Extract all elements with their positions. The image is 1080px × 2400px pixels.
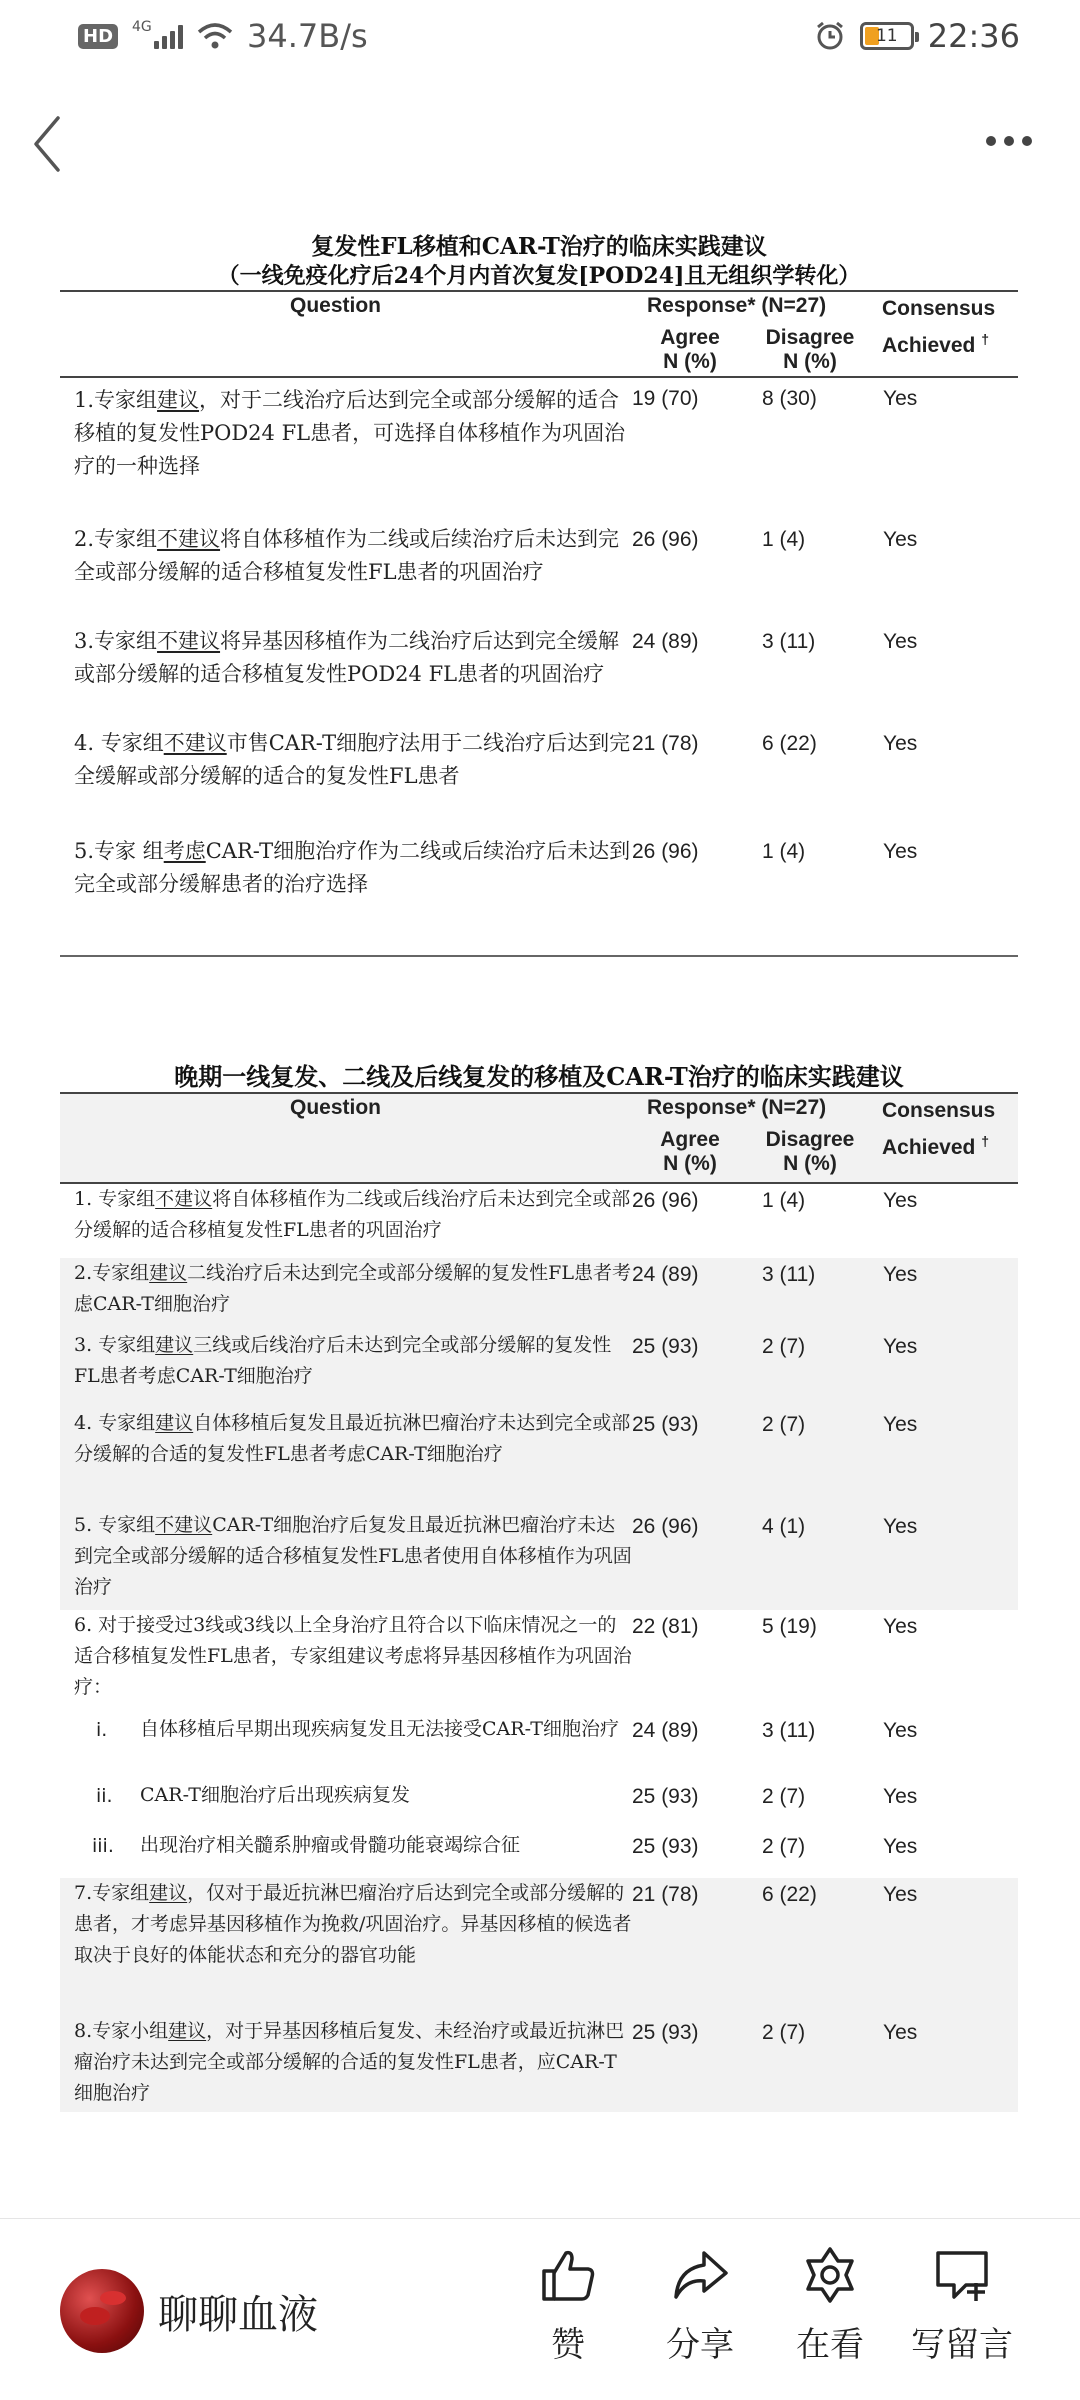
consensus-value: Yes xyxy=(883,1615,918,1638)
agree-value: 21 (78) xyxy=(632,1883,699,1906)
table-row xyxy=(60,1184,1018,1258)
disagree-value: 6 (22) xyxy=(762,732,817,755)
share-button[interactable] xyxy=(640,2245,760,2366)
sub-index: iii. xyxy=(92,1835,114,1857)
consensus-value: Yes xyxy=(883,1413,918,1436)
disagree-value: 2 (7) xyxy=(762,1335,806,1358)
sub-index: i. xyxy=(96,1719,108,1741)
bottom-action-bar xyxy=(0,2218,1080,2400)
agree-value: 25 (93) xyxy=(632,1413,699,1436)
disagree-value: 2 (7) xyxy=(762,1835,806,1858)
consensus-value: Yes xyxy=(883,387,918,410)
agree-value: 24 (89) xyxy=(632,1719,699,1742)
question-text: 2.专家组不建议将自体移植作为二线或后续治疗后未达到完全或部分缓解的适合移植复发性FL患者的巩固治疗 xyxy=(74,527,620,584)
top-nav xyxy=(0,100,1080,190)
agree-value: 26 (96) xyxy=(632,1515,699,1538)
agree-value: 26 (96) xyxy=(632,1189,699,1212)
consensus-value: Yes xyxy=(883,1719,918,1742)
table-row xyxy=(60,1330,1018,1408)
consensus-value: Yes xyxy=(883,1335,918,1358)
table-2-title: 晚期一线复发、二线及后线复发的移植及CAR-T治疗的临床实践建议 xyxy=(174,1062,904,1091)
consensus-value: Yes xyxy=(883,2021,918,2044)
table-row xyxy=(60,1610,1018,1714)
wow-button[interactable] xyxy=(770,2245,890,2366)
question-text: CAR-T细胞治疗后出现疾病复发 xyxy=(140,1784,410,1806)
agree-value: 22 (81) xyxy=(632,1615,699,1638)
table-row-sub xyxy=(60,1830,1018,1878)
agree-value: 25 (93) xyxy=(632,1785,699,1808)
disagree-value: 1 (4) xyxy=(762,528,806,551)
network-speed: 34.7B/s xyxy=(247,17,368,55)
question-text: 1. 专家组不建议将自体移植作为二线或后线治疗后未达到完全或部分缓解的适合移植复发性FL患者的巩固治疗 xyxy=(74,1188,631,1241)
more-options-icon[interactable] xyxy=(986,136,1032,146)
question-text: 1.专家组建议，对于二线治疗后达到完全或部分缓解的适合移植的复发性POD24 FL患者，可选择自体移植作为巩固治疗的一种选择 xyxy=(74,388,626,478)
question-text: 5.专家 组考虑CAR-T细胞治疗作为二线或后续治疗后未达到完全或部分缓解患者的治疗选择 xyxy=(74,839,631,896)
table-row xyxy=(60,835,1018,939)
disagree-value: 2 (7) xyxy=(762,1785,806,1808)
account-avatar[interactable] xyxy=(60,2269,144,2353)
sub-index: ii. xyxy=(96,1785,113,1807)
table-row-sub xyxy=(60,1714,1018,1780)
table-row xyxy=(60,1510,1018,1610)
agree-value: 21 (78) xyxy=(632,732,699,755)
consensus-value: Yes xyxy=(883,1785,918,1808)
hd-badge: HD xyxy=(78,24,118,49)
agree-value: 25 (93) xyxy=(632,1835,699,1858)
question-text: 2.专家组建议二线治疗后未达到完全或部分缓解的复发性FL患者考虑CAR-T细胞治疗 xyxy=(74,1262,631,1315)
consensus-value: Yes xyxy=(883,1835,918,1858)
disagree-value: 2 (7) xyxy=(762,2021,806,2044)
consensus-value: Yes xyxy=(883,1515,918,1538)
consensus-value: Yes xyxy=(883,840,918,863)
table-row xyxy=(60,378,1018,523)
agree-value: 24 (89) xyxy=(632,630,699,653)
disagree-value: 8 (30) xyxy=(762,387,817,410)
clock: 22:36 xyxy=(927,17,1020,55)
comment-label: 写留言 xyxy=(911,2325,1013,2365)
consensus-value: Yes xyxy=(883,732,918,755)
like-button[interactable] xyxy=(508,2245,628,2366)
table-row xyxy=(60,523,1018,625)
table-2-header xyxy=(60,1092,1018,1184)
share-label: 分享 xyxy=(666,2325,734,2365)
question-text: 3.专家组不建议将异基因移植作为二线治疗后达到完全缓解或部分缓解的适合移植复发性POD24 FL患者的巩固治疗 xyxy=(74,629,620,686)
header-question: Question xyxy=(290,294,382,317)
alarm-icon xyxy=(814,20,846,52)
status-bar xyxy=(0,0,1080,72)
consensus-value: Yes xyxy=(883,1189,918,1212)
question-text: 8.专家小组建议，对于异基因移植后复发、未经治疗或最近抗淋巴瘤治疗未达到完全或部分缓解的合适的复发性FL患者，应CAR-T细胞治疗 xyxy=(74,2020,625,2104)
agree-value: 25 (93) xyxy=(632,2021,699,2044)
disagree-value: 4 (1) xyxy=(762,1515,806,1538)
question-text: 4. 专家组不建议市售CAR-T细胞疗法用于二线治疗后达到完全缓解或部分缓解的适合的复发性FL患者 xyxy=(74,731,631,788)
disagree-value: 1 (4) xyxy=(762,1189,806,1212)
agree-value: 24 (89) xyxy=(632,1263,699,1286)
disagree-value: 3 (11) xyxy=(762,1263,816,1286)
account-name[interactable]: 聊聊血液 xyxy=(158,2292,318,2338)
like-label: 赞 xyxy=(551,2325,585,2365)
question-text: 5. 专家组不建议CAR-T细胞治疗后复发且最近抗淋巴瘤治疗未达到完全或部分缓解的适合移植复发性FL患者使用自体移植作为巩固治疗 xyxy=(74,1514,632,1598)
question-text: 7.专家组建议，仅对于最近抗淋巴瘤治疗后达到完全或部分缓解的患者，才考虑异基因移植作为挽救/巩固治疗。异基因移植的候选者取决于良好的体能状态和充分的器官功能 xyxy=(74,1882,632,1966)
header-agree: Agree N (%) xyxy=(660,326,720,373)
back-arrow-icon[interactable] xyxy=(28,114,68,174)
consensus-value: Yes xyxy=(883,528,918,551)
table-row-sub xyxy=(60,1780,1018,1830)
wifi-icon xyxy=(197,22,233,50)
disagree-value: 3 (11) xyxy=(762,630,816,653)
comment-icon xyxy=(932,2245,992,2305)
header-disagree: Disagree N (%) xyxy=(765,326,855,373)
battery-level: 11 xyxy=(875,26,898,46)
consensus-value: Yes xyxy=(883,630,918,653)
comment-button[interactable] xyxy=(902,2245,1022,2366)
disagree-value: 1 (4) xyxy=(762,840,806,863)
question-text: 4. 专家组建议自体移植后复发且最近抗淋巴瘤治疗未达到完全或部分缓解的合适的复发性FL患者考虑CAR-T细胞治疗 xyxy=(74,1412,631,1465)
consensus-value: Yes xyxy=(883,1883,918,1906)
header-consensus: Consensus Achieved † xyxy=(882,297,996,357)
table-1-subtitle: （一线免疫化疗后24个月内首次复发[POD24]且无组织学转化） xyxy=(217,263,861,289)
disagree-value: 5 (19) xyxy=(762,1615,817,1638)
table-1-bottom-rule xyxy=(60,955,1018,957)
question-text: 自体移植后早期出现疾病复发且无法接受CAR-T细胞治疗 xyxy=(140,1718,619,1740)
battery-icon xyxy=(860,22,914,50)
share-icon xyxy=(670,2245,730,2305)
star-icon xyxy=(800,2245,860,2305)
header-agree: Agree N (%) xyxy=(660,1128,720,1175)
table-row xyxy=(60,727,1018,835)
agree-value: 26 (96) xyxy=(632,840,699,863)
header-disagree: Disagree N (%) xyxy=(765,1128,855,1175)
signal-icon xyxy=(132,19,183,49)
header-question: Question xyxy=(290,1096,382,1119)
question-text: 出现治疗相关髓系肿瘤或骨髓功能衰竭综合征 xyxy=(140,1834,521,1856)
table-1 xyxy=(60,232,1018,957)
table-1-title: 复发性FL移植和CAR-T治疗的临床实践建议 xyxy=(311,233,767,260)
thumbs-up-icon xyxy=(538,2245,598,2305)
disagree-value: 3 (11) xyxy=(762,1719,816,1742)
question-text: 3. 专家组建议三线或后线治疗后未达到完全或部分缓解的复发性FL患者考虑CAR-T细胞治疗 xyxy=(74,1334,612,1387)
wow-label: 在看 xyxy=(796,2325,864,2365)
table-2 xyxy=(60,1062,1018,2122)
header-response: Response* (N=27) xyxy=(647,1096,827,1119)
agree-value: 26 (96) xyxy=(632,528,699,551)
disagree-value: 2 (7) xyxy=(762,1413,806,1436)
table-1-header xyxy=(60,290,1018,378)
table-row xyxy=(60,625,1018,727)
consensus-value: Yes xyxy=(883,1263,918,1286)
table-row xyxy=(60,2016,1018,2112)
header-response: Response* (N=27) xyxy=(647,294,827,317)
header-consensus: Consensus Achieved † xyxy=(882,1099,996,1159)
network-type: 4G xyxy=(132,19,152,35)
disagree-value: 6 (22) xyxy=(762,1883,817,1906)
table-row xyxy=(60,1408,1018,1510)
table-row xyxy=(60,1878,1018,2016)
agree-value: 19 (70) xyxy=(632,387,699,410)
agree-value: 25 (93) xyxy=(632,1335,699,1358)
table-row xyxy=(60,1258,1018,1330)
question-text: 6. 对于接受过3线或3线以上全身治疗且符合以下临床情况之一的适合移植复发性FL患者，专家组建议考虑将异基因移植作为巩固治疗： xyxy=(74,1614,632,1698)
